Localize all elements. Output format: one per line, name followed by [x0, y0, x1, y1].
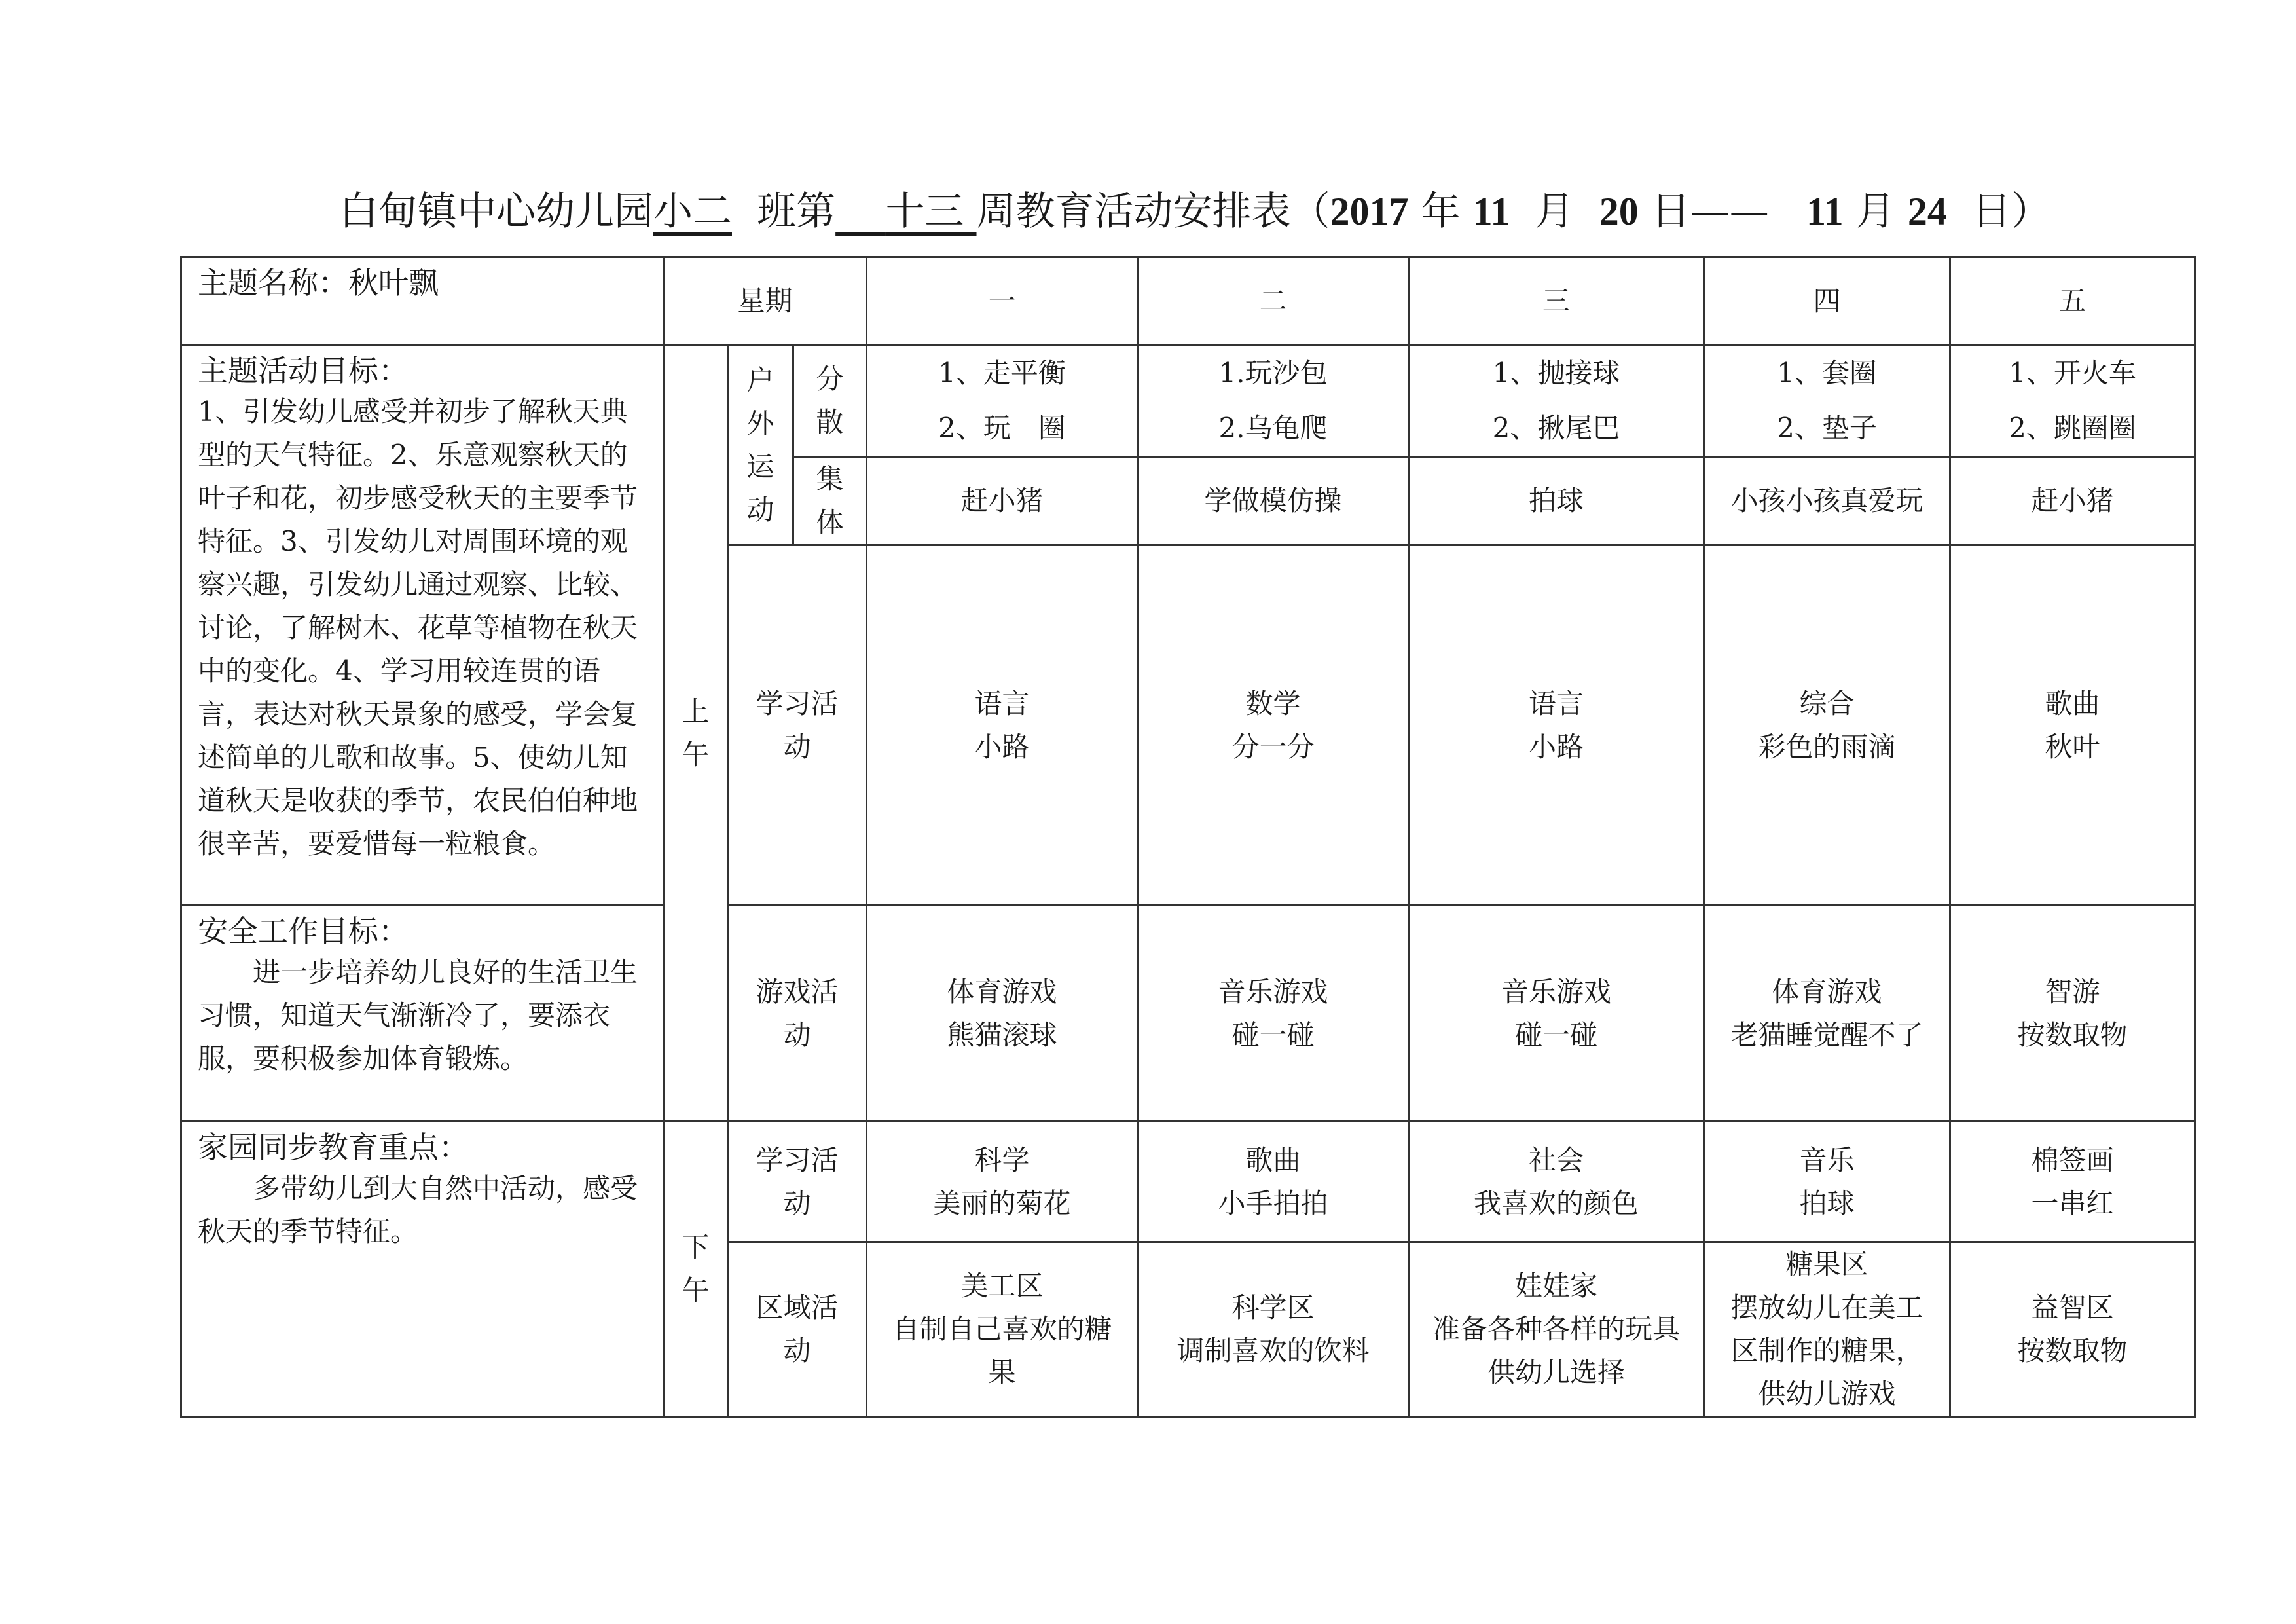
afternoon-label: 下 午: [664, 1122, 728, 1417]
day-header: 四: [1704, 257, 1950, 345]
week-number: 十三: [885, 189, 964, 234]
scattered-label: 分 散: [793, 345, 867, 457]
study-afternoon-cell: 社会 我喜欢的颜色: [1409, 1122, 1704, 1242]
outdoor-scattered-cell: 1.玩沙包 2.乌龟爬: [1138, 345, 1409, 457]
study-morning-cell: 综合 彩色的雨滴: [1704, 545, 1950, 906]
game-cell: 音乐游戏 碰一碰: [1138, 906, 1409, 1122]
area-cell: 娃娃家 准备各种各样的玩具 供幼儿选择: [1409, 1242, 1704, 1417]
safety-goal-cell: [181, 906, 664, 1122]
game-cell: 体育游戏 老猫睡觉醒不了: [1704, 906, 1950, 1122]
outdoor-group-cell: 学做模仿操: [1138, 457, 1409, 545]
day-header: 二: [1138, 257, 1409, 345]
area-cell: 糖果区 摆放幼儿在美工 区制作的糖果， 供幼儿游戏: [1704, 1242, 1950, 1417]
theme-name-cell: 主题名称：秋叶飘: [181, 257, 664, 345]
weekday-header: 星期: [664, 257, 867, 345]
day-header: 三: [1409, 257, 1704, 345]
area-cell: 科学区 调制喜欢的饮料: [1138, 1242, 1409, 1417]
theme-goal-text: 1、引发幼儿感受并初步了解秋天典型的天气特征。2、乐意观察秋天的叶子和花，初步感受秋天的主要季节特征。3、引发幼儿对周围环境的观察兴趣，引发幼儿通过观察、比较、讨论，了解树木、花草等植物在秋天中的变化。4、学习用较连贯的语言，表达对秋天景象的感受，学会复述简单的儿歌和故事。5、使幼儿知道秋天是收获的季节，农民伯伯种地很辛苦，要爱惜每一粒粮食。: [198, 396, 638, 860]
study-morning-cell: 歌曲 秋叶: [1950, 545, 2195, 906]
outdoor-group-cell: 拍球: [1409, 457, 1704, 545]
home-education-text: 多带幼儿到大自然中活动，感受秋天的季节特征。: [198, 1172, 638, 1247]
study-afternoon-cell: 棉签画 一串红: [1950, 1122, 2195, 1242]
theme-goal-cell: [181, 345, 664, 906]
morning-label: 上 午: [664, 345, 728, 1122]
outdoor-scattered-cell: 1、走平衡 2、玩 圈: [867, 345, 1138, 457]
outdoor-group-cell: 赶小猪: [867, 457, 1138, 545]
outdoor-group-cell: 赶小猪: [1950, 457, 2195, 545]
schedule-table: [180, 256, 2196, 1418]
game-cell: 体育游戏 熊猫滚球: [867, 906, 1138, 1122]
game-cell: 智游 按数取物: [1950, 906, 2195, 1122]
study-afternoon-cell: 音乐 拍球: [1704, 1122, 1950, 1242]
area-cell: 美工区 自制自己喜欢的糖 果: [867, 1242, 1138, 1417]
day-header: 五: [1950, 257, 2195, 345]
day-header: 一: [867, 257, 1138, 345]
page-title: 白甸镇中心幼儿园小二 班第 十三 周教育活动安排表（2017 年 11 月 20 日—— 11 月 24 日）: [338, 189, 2050, 234]
study-morning-label: 学习活 动: [728, 545, 867, 906]
outdoor-group-cell: 小孩小孩真爱玩: [1704, 457, 1950, 545]
area-label: 区域活 动: [728, 1242, 867, 1417]
area-cell: 益智区 按数取物: [1950, 1242, 2195, 1417]
game-cell: 音乐游戏 碰一碰: [1409, 906, 1704, 1122]
safety-goal-label: 安全工作目标：: [198, 913, 409, 949]
outdoor-scattered-cell: 1、抛接球 2、揪尾巴: [1409, 345, 1704, 457]
study-afternoon-cell: 科学 美丽的菊花: [867, 1122, 1138, 1242]
study-morning-cell: 语言 小路: [867, 545, 1138, 906]
home-education-label: 家园同步教育重点：: [198, 1130, 469, 1165]
outdoor-label: 户 外 运 动: [728, 345, 793, 545]
class-name: 小二: [653, 189, 732, 234]
study-morning-cell: 数学 分一分: [1138, 545, 1409, 906]
group-label: 集 体: [793, 457, 867, 545]
theme-name: 秋叶飘: [348, 265, 439, 301]
game-label: 游戏活 动: [728, 906, 867, 1122]
safety-goal-text: 进一步培养幼儿良好的生活卫生习惯，知道天气渐渐冷了，要添衣服，要积极参加体育锻炼。: [198, 956, 638, 1075]
study-morning-cell: 语言 小路: [1409, 545, 1704, 906]
outdoor-scattered-cell: 1、套圈 2、垫子: [1704, 345, 1950, 457]
study-afternoon-label: 学习活 动: [728, 1122, 867, 1242]
home-education-cell: [181, 1122, 664, 1417]
outdoor-scattered-cell: 1、开火车 2、跳圈圈: [1950, 345, 2195, 457]
theme-goal-label: 主题活动目标：: [198, 353, 409, 388]
study-afternoon-cell: 歌曲 小手拍拍: [1138, 1122, 1409, 1242]
